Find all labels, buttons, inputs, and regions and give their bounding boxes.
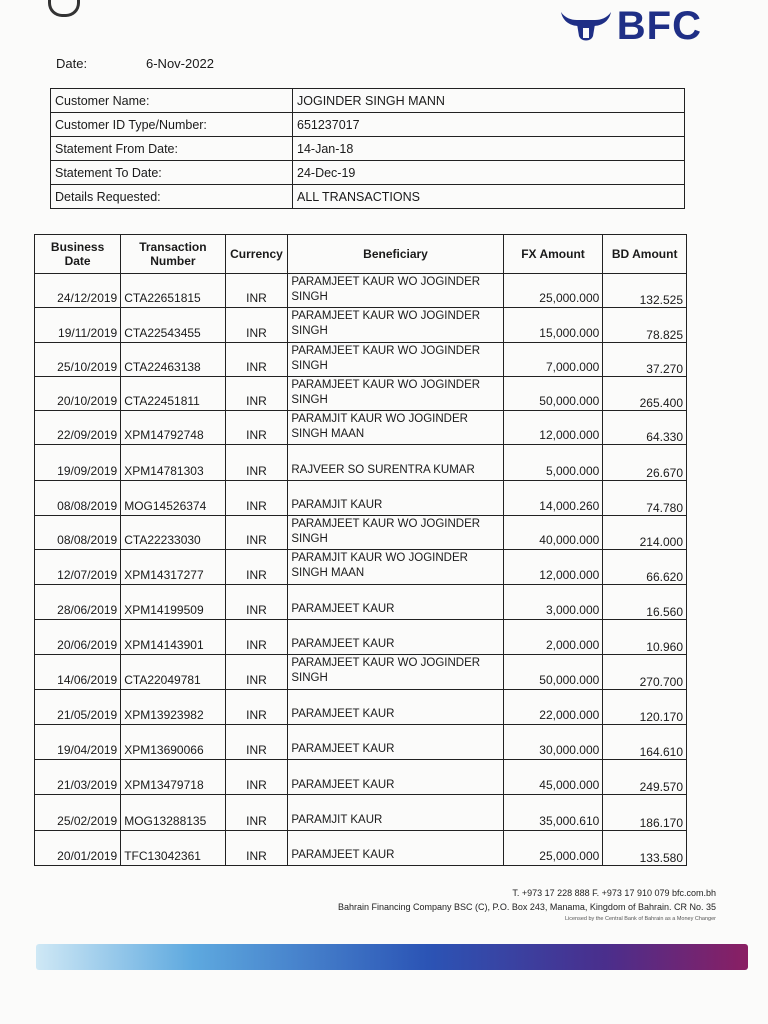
table-row xyxy=(35,274,687,308)
cell-transaction-number: XPM14143901 xyxy=(121,619,225,654)
info-value: 14-Jan-18 xyxy=(293,137,685,161)
cell-transaction-number: XPM13690066 xyxy=(121,724,225,759)
cell-fx-amount: 50,000.000 xyxy=(503,376,603,410)
cell-fx-amount: 5,000.000 xyxy=(503,445,603,480)
cell-currency: INR xyxy=(225,724,288,759)
cell-business-date: 22/09/2019 xyxy=(35,411,121,445)
cell-business-date: 20/01/2019 xyxy=(35,830,121,865)
cell-business-date: 20/06/2019 xyxy=(35,619,121,654)
cell-fx-amount: 3,000.000 xyxy=(503,584,603,619)
cell-bd-amount: 78.825 xyxy=(603,308,687,342)
header-beneficiary: Beneficiary xyxy=(288,235,503,274)
cell-business-date: 21/03/2019 xyxy=(35,760,121,795)
table-row xyxy=(35,342,687,376)
cell-currency: INR xyxy=(225,342,288,376)
cell-bd-amount: 26.670 xyxy=(603,445,687,480)
cell-bd-amount: 270.700 xyxy=(603,655,687,689)
cell-business-date: 08/08/2019 xyxy=(35,480,121,515)
table-row xyxy=(35,724,687,759)
cell-currency: INR xyxy=(225,655,288,689)
date-value: 6-Nov-2022 xyxy=(146,56,214,71)
cell-beneficiary: RAJVEER SO SURENTRA KUMAR xyxy=(288,445,503,480)
cell-currency: INR xyxy=(225,411,288,445)
cell-currency: INR xyxy=(225,376,288,410)
cell-currency: INR xyxy=(225,480,288,515)
cell-business-date: 19/09/2019 xyxy=(35,445,121,480)
table-row xyxy=(35,411,687,445)
info-row xyxy=(51,89,685,113)
cell-currency: INR xyxy=(225,550,288,584)
corner-mark xyxy=(48,0,80,17)
cell-currency: INR xyxy=(225,308,288,342)
cell-fx-amount: 2,000.000 xyxy=(503,619,603,654)
cell-bd-amount: 120.170 xyxy=(603,689,687,724)
cell-beneficiary: PARAMJEET KAUR xyxy=(288,619,503,654)
transactions-table xyxy=(34,234,687,866)
cell-business-date: 19/04/2019 xyxy=(35,724,121,759)
cell-beneficiary: PARAMJEET KAUR xyxy=(288,689,503,724)
cell-currency: INR xyxy=(225,795,288,830)
info-row xyxy=(51,113,685,137)
cell-transaction-number: CTA22543455 xyxy=(121,308,225,342)
header-fx-amount: FX Amount xyxy=(503,235,603,274)
cell-beneficiary: PARAMJIT KAUR xyxy=(288,480,503,515)
cell-transaction-number: CTA22651815 xyxy=(121,274,225,308)
cell-business-date: 21/05/2019 xyxy=(35,689,121,724)
cell-beneficiary: PARAMJEET KAUR xyxy=(288,830,503,865)
cell-bd-amount: 66.620 xyxy=(603,550,687,584)
info-value: 24-Dec-19 xyxy=(293,161,685,185)
cell-transaction-number: CTA22049781 xyxy=(121,655,225,689)
cell-beneficiary: PARAMJEET KAUR WO JOGINDER SINGH xyxy=(288,655,503,689)
cell-bd-amount: 37.270 xyxy=(603,342,687,376)
cell-bd-amount: 249.570 xyxy=(603,760,687,795)
info-key: Details Requested: xyxy=(51,185,293,209)
cell-transaction-number: CTA22451811 xyxy=(121,376,225,410)
cell-beneficiary: PARAMJEET KAUR xyxy=(288,584,503,619)
cell-beneficiary: PARAMJEET KAUR WO JOGINDER SINGH xyxy=(288,376,503,410)
bfc-logo xyxy=(557,2,702,50)
cell-business-date: 24/12/2019 xyxy=(35,274,121,308)
cell-bd-amount: 265.400 xyxy=(603,376,687,410)
cell-transaction-number: XPM14792748 xyxy=(121,411,225,445)
cell-business-date: 19/11/2019 xyxy=(35,308,121,342)
cell-currency: INR xyxy=(225,689,288,724)
cell-currency: INR xyxy=(225,830,288,865)
info-key: Statement To Date: xyxy=(51,161,293,185)
cell-bd-amount: 74.780 xyxy=(603,480,687,515)
cell-transaction-number: XPM14781303 xyxy=(121,445,225,480)
footer xyxy=(338,886,716,924)
table-row xyxy=(35,689,687,724)
cell-fx-amount: 7,000.000 xyxy=(503,342,603,376)
customer-info-table xyxy=(50,88,685,209)
table-row xyxy=(35,830,687,865)
table-row xyxy=(35,480,687,515)
table-row xyxy=(35,795,687,830)
cell-beneficiary: PARAMJIT KAUR WO JOGINDER SINGH MAAN xyxy=(288,550,503,584)
cell-fx-amount: 14,000.260 xyxy=(503,480,603,515)
cell-business-date: 12/07/2019 xyxy=(35,550,121,584)
cell-currency: INR xyxy=(225,445,288,480)
header-business-date: Business Date xyxy=(35,235,121,274)
cell-beneficiary: PARAMJEET KAUR WO JOGINDER SINGH xyxy=(288,274,503,308)
info-row xyxy=(51,161,685,185)
cell-bd-amount: 133.580 xyxy=(603,830,687,865)
footer-license: Licensed by the Central Bank of Bahrain as a Money Changer xyxy=(564,915,716,922)
table-row xyxy=(35,376,687,410)
info-value: JOGINDER SINGH MANN xyxy=(293,89,685,113)
cell-business-date: 25/02/2019 xyxy=(35,795,121,830)
cell-business-date: 20/10/2019 xyxy=(35,376,121,410)
cell-bd-amount: 64.330 xyxy=(603,411,687,445)
cell-fx-amount: 40,000.000 xyxy=(503,516,603,550)
logo-text: BFC xyxy=(616,3,702,48)
table-row xyxy=(35,619,687,654)
cell-transaction-number: MOG14526374 xyxy=(121,480,225,515)
info-value: ALL TRANSACTIONS xyxy=(293,185,685,209)
header-currency: Currency xyxy=(225,235,288,274)
info-row xyxy=(51,137,685,161)
footer-gradient-bar xyxy=(36,944,748,970)
bull-head-icon xyxy=(557,2,615,50)
cell-transaction-number: XPM13479718 xyxy=(121,760,225,795)
cell-business-date: 25/10/2019 xyxy=(35,342,121,376)
info-key: Customer Name: xyxy=(51,89,293,113)
cell-fx-amount: 12,000.000 xyxy=(503,550,603,584)
cell-fx-amount: 35,000.610 xyxy=(503,795,603,830)
footer-contact: T. +973 17 228 888 F. +973 17 910 079 bfc.com.bh xyxy=(512,888,716,898)
cell-transaction-number: CTA22463138 xyxy=(121,342,225,376)
cell-business-date: 28/06/2019 xyxy=(35,584,121,619)
table-row xyxy=(35,516,687,550)
cell-beneficiary: PARAMJEET KAUR WO JOGINDER SINGH xyxy=(288,516,503,550)
cell-transaction-number: XPM14199509 xyxy=(121,584,225,619)
table-row xyxy=(35,550,687,584)
cell-currency: INR xyxy=(225,619,288,654)
cell-transaction-number: XPM14317277 xyxy=(121,550,225,584)
table-row xyxy=(35,760,687,795)
info-value: 651237017 xyxy=(293,113,685,137)
header-bd-amount: BD Amount xyxy=(603,235,687,274)
cell-beneficiary: PARAMJIT KAUR xyxy=(288,795,503,830)
cell-beneficiary: PARAMJEET KAUR WO JOGINDER SINGH xyxy=(288,308,503,342)
cell-currency: INR xyxy=(225,516,288,550)
header-transaction-number: Transaction Number xyxy=(121,235,225,274)
table-row xyxy=(35,308,687,342)
cell-fx-amount: 30,000.000 xyxy=(503,724,603,759)
cell-business-date: 08/08/2019 xyxy=(35,516,121,550)
cell-bd-amount: 10.960 xyxy=(603,619,687,654)
cell-fx-amount: 22,000.000 xyxy=(503,689,603,724)
info-key: Customer ID Type/Number: xyxy=(51,113,293,137)
cell-transaction-number: TFC13042361 xyxy=(121,830,225,865)
cell-currency: INR xyxy=(225,760,288,795)
cell-business-date: 14/06/2019 xyxy=(35,655,121,689)
cell-beneficiary: PARAMJEET KAUR xyxy=(288,724,503,759)
cell-transaction-number: XPM13923982 xyxy=(121,689,225,724)
table-header-row xyxy=(35,235,687,274)
cell-transaction-number: CTA22233030 xyxy=(121,516,225,550)
table-row xyxy=(35,584,687,619)
cell-bd-amount: 132.525 xyxy=(603,274,687,308)
table-row xyxy=(35,445,687,480)
cell-beneficiary: PARAMJEET KAUR xyxy=(288,760,503,795)
cell-bd-amount: 164.610 xyxy=(603,724,687,759)
cell-fx-amount: 25,000.000 xyxy=(503,830,603,865)
cell-beneficiary: PARAMJEET KAUR WO JOGINDER SINGH xyxy=(288,342,503,376)
date-label: Date: xyxy=(56,56,88,71)
statement-date xyxy=(56,56,214,71)
cell-transaction-number: MOG13288135 xyxy=(121,795,225,830)
info-key: Statement From Date: xyxy=(51,137,293,161)
cell-beneficiary: PARAMJIT KAUR WO JOGINDER SINGH MAAN xyxy=(288,411,503,445)
cell-bd-amount: 16.560 xyxy=(603,584,687,619)
cell-currency: INR xyxy=(225,274,288,308)
cell-fx-amount: 25,000.000 xyxy=(503,274,603,308)
info-row xyxy=(51,185,685,209)
cell-fx-amount: 50,000.000 xyxy=(503,655,603,689)
table-row xyxy=(35,655,687,689)
cell-fx-amount: 45,000.000 xyxy=(503,760,603,795)
footer-address: Bahrain Financing Company BSC (C), P.O. Box 243, Manama, Kingdom of Bahrain. CR No. 35 xyxy=(337,902,716,913)
cell-fx-amount: 12,000.000 xyxy=(503,411,603,445)
cell-bd-amount: 186.170 xyxy=(603,795,687,830)
cell-bd-amount: 214.000 xyxy=(603,516,687,550)
cell-currency: INR xyxy=(225,584,288,619)
cell-fx-amount: 15,000.000 xyxy=(503,308,603,342)
